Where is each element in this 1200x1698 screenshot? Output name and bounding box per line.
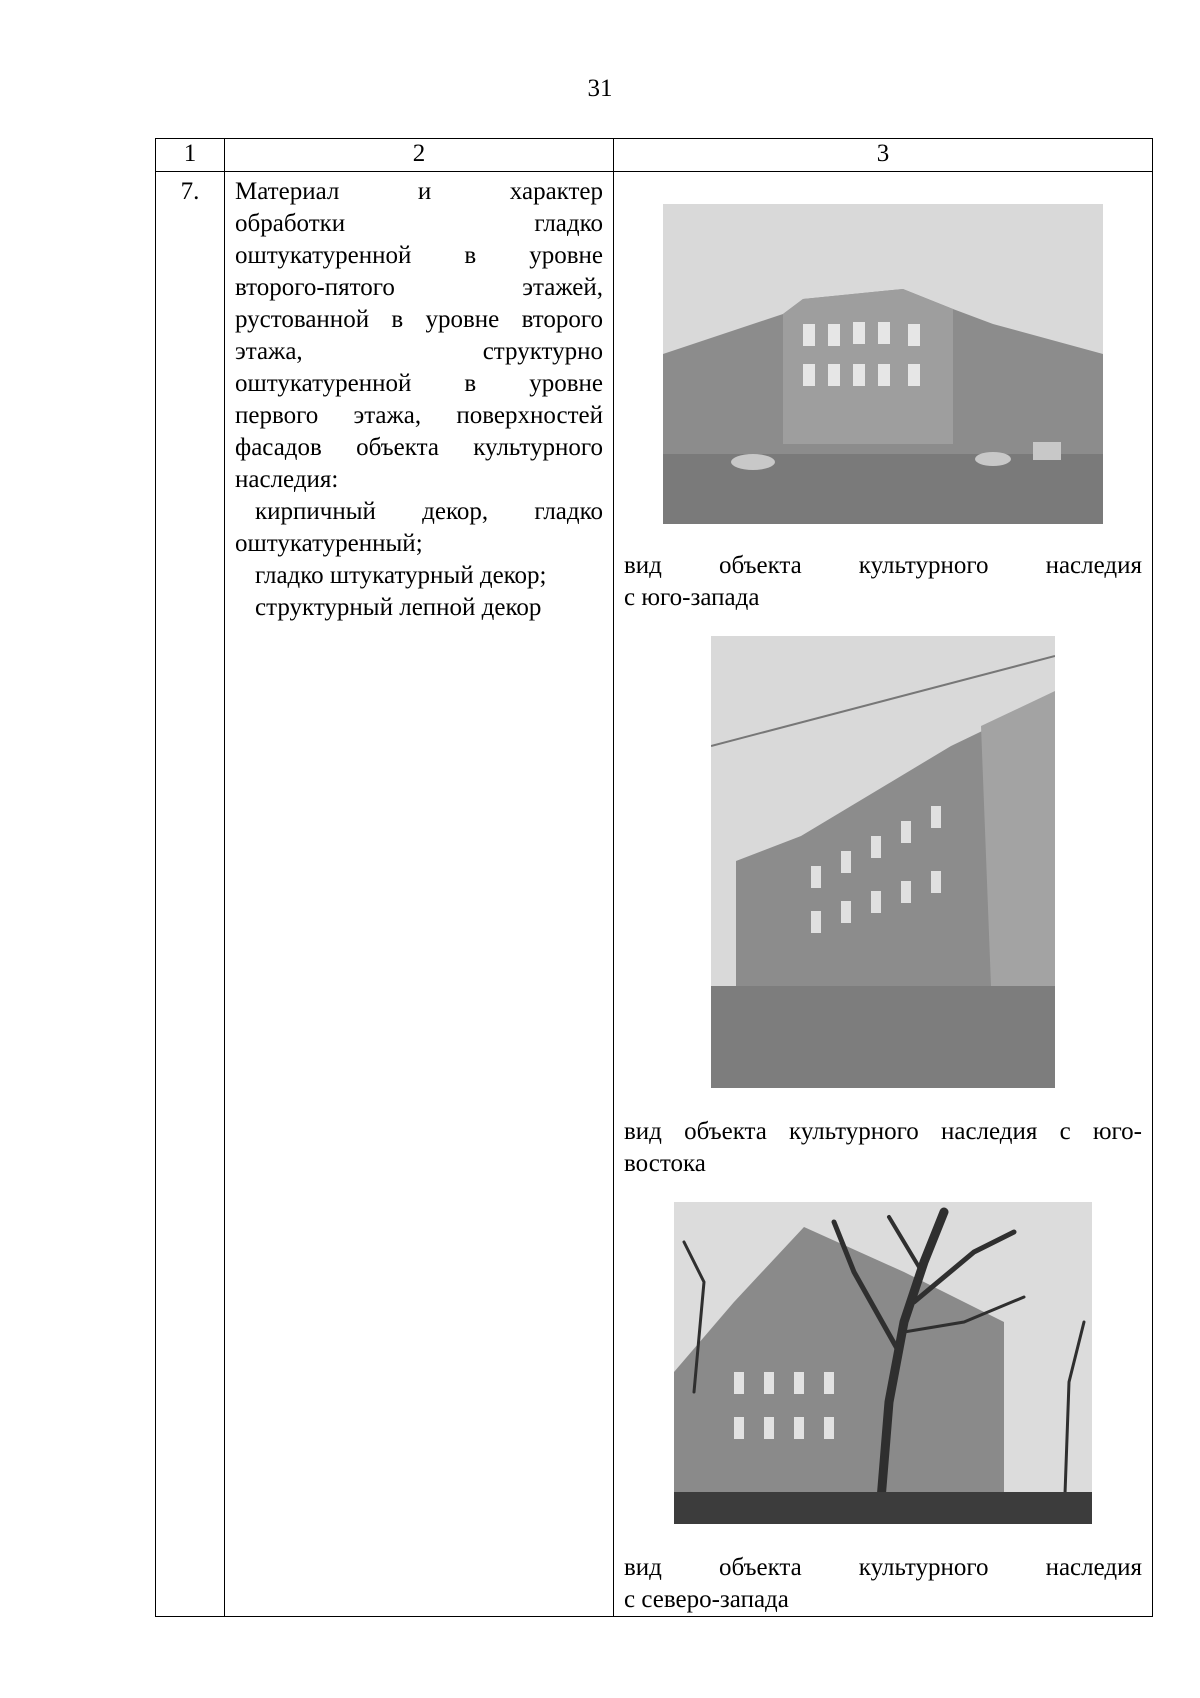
caption-line: вид объекта культурного наследия	[624, 1554, 1142, 1581]
desc-line: первого этажа, поверхностей	[235, 402, 603, 429]
desc-line: Материал и характер	[235, 178, 603, 205]
desc-line: рустованной в уровне второго	[235, 306, 603, 333]
building-photo-1	[663, 204, 1103, 524]
desc-line: этажа, структурно	[235, 338, 603, 365]
photo-caption	[624, 1552, 1142, 1616]
list-item: структурный лепной декор	[255, 594, 542, 621]
desc-line: оштукатуренной в уровне	[235, 242, 603, 269]
heritage-table	[155, 138, 1153, 1617]
desc-line: фасадов объекта культурного	[235, 434, 603, 461]
list-item: кирпичный декор, гладко	[255, 498, 603, 525]
caption-line: с юго-запада	[624, 584, 760, 611]
desc-line: наследия:	[235, 466, 339, 493]
building-photo-3	[674, 1202, 1092, 1524]
table-header-row	[156, 139, 1153, 172]
table-row	[156, 172, 1153, 1617]
desc-line: обработки гладко	[235, 210, 603, 237]
row-description	[225, 172, 614, 1617]
list-item: гладко штукатурный декор;	[255, 562, 547, 589]
header-col-3: 3	[614, 139, 1153, 172]
caption-line: с северо-запада	[624, 1586, 789, 1613]
desc-line: второго-пятого этажей,	[235, 274, 603, 301]
caption-line: вид объекта культурного наследия	[624, 552, 1142, 579]
photo-caption	[624, 550, 1142, 614]
desc-line: оштукатуренной в уровне	[235, 370, 603, 397]
caption-line: вид объекта культурного наследия с юго-	[624, 1118, 1142, 1145]
caption-line: востока	[624, 1150, 706, 1177]
photo-southwest	[663, 204, 1103, 524]
header-col-2: 2	[225, 139, 614, 172]
header-col-1: 1	[156, 139, 225, 172]
photo-caption	[624, 1116, 1142, 1180]
photo-southeast	[711, 636, 1055, 1088]
building-photo-2	[711, 636, 1055, 1088]
row-photos	[614, 172, 1153, 1617]
page-number: 31	[587, 75, 613, 102]
list-item-cont: оштукатуренный;	[235, 530, 423, 557]
photo-northwest	[674, 1202, 1092, 1524]
row-number: 7.	[156, 172, 225, 1617]
